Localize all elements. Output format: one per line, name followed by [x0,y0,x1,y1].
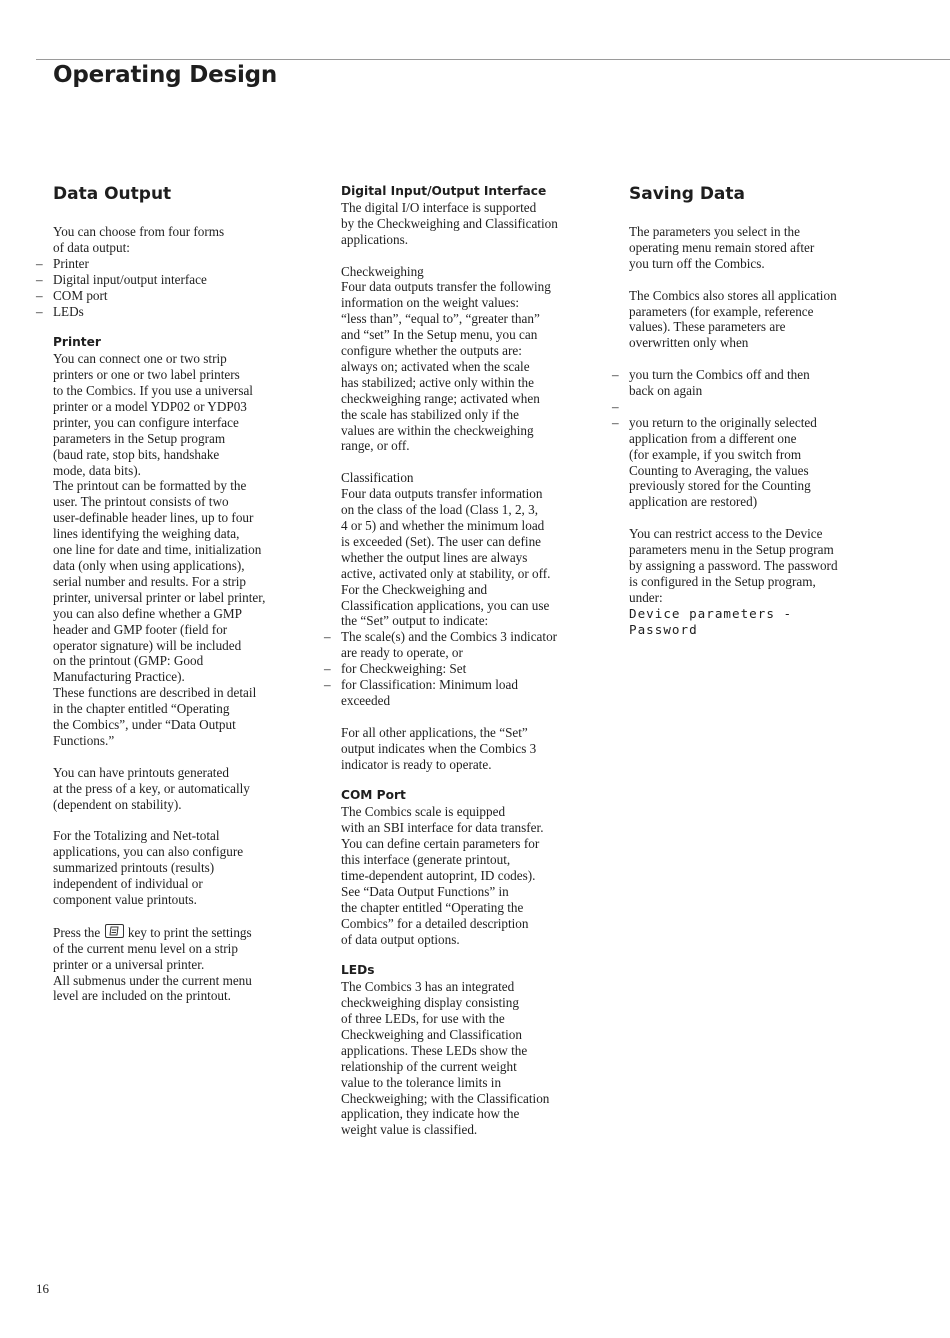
list-item: – you turn the Combics off and then back on again [629,367,879,399]
subheading-com-port: COM Port [341,788,406,803]
printer-paragraph-trigger: You can have printouts generated at the press of a key, or automatically (dependent on stability). [53,764,250,812]
data-output-intro: You can choose from four forms of data output: [53,224,225,255]
leds-text: The Combics 3 has an integrated checkweighing display consisting of three LEDs, for use with the Checkweighing and Classification applications. These LEDs show the relationship of the current weight value to the tolerance limits in Checkweighing; with the Classification application, they indicate how the weight value is classified. [341,979,550,1138]
subheading-digital-io: Digital Input/Output Interface [341,184,547,198]
column-data-output [53,184,303,1004]
set-output-other: For all other applications, the “Set” output indicates when the Combics 3 indicator is ready to operate. [341,724,537,772]
printer-paragraph-print-key: Press the key to print the settings of the current menu level on a strip printer or a universal printer. [53,924,252,972]
list-item: – for Classification: Minimum load exceeded [341,677,591,709]
data-output-forms-list [53,256,303,320]
list-item: – LEDs [53,304,303,320]
checkweighing-text: Four data outputs transfer the following information on the weight values: “less than”, “equal to”, “greater than” and “set” In the Setup menu, you can configure whether the outputs are: always on; activated when the scale has stabilized; active only within the checkweighing range; activated when the scale has stabilized only if the values are within the checkweighing range, or off. [341,279,551,454]
list-item: – The scale(s) and the Combics 3 indicator are ready to operate, or [341,629,591,661]
column-digital-io [341,184,591,1138]
com-port-text: The Combics scale is equipped with an SBI interface for data transfer. You can define certain parameters for this interface (generate printout, time-dependent autoprint, ID codes). See “Data Output Functions” in the chapter entitled “Operating the Combics” for a detailed description of data output options. [341,804,544,947]
saving-data-paragraph-1: The parameters you select in the operating menu remain stored after you turn off the Combics. [629,224,815,271]
classification-text: Four data outputs transfer information on the class of the load (Class 1, 2, 3, 4 or 5) and whether the minimum load is exceeded (Set). The user can define whether the output lines are always active, activated only at stability, or off. [341,486,551,581]
overwrite-conditions-list [629,367,879,510]
section-heading-data-output: Data Output [53,184,172,204]
printer-paragraph-format: The printout can be formatted by the user. The printout consists of two user-definable header lines, up to four lines identifying the weighing data, one line for date and time, initialization data (only when using applications), serial number and results. For a strip printer, universal printer or label printer, you can also define whether a GMP header and GMP footer (field for operator signature) will be included on the printout (GMP: Good Manufacturing Practice). [53,478,266,685]
list-item: – Digital input/output interface [53,272,303,288]
list-item: – you return to the originally selected application from a different one (for example, if you switch from Counting to Averaging, the values previously stored for the Counting application are restored) [629,415,879,510]
subheading-printer: Printer [53,335,101,350]
saving-data-paragraph-3: You can restrict access to the Device parameters menu in the Setup program by assigning a password. The password is configured in the Setup program, under: [629,526,838,605]
header-rule [36,59,950,60]
page-number: 16 [36,1281,49,1296]
printer-paragraph-reference: These functions are described in detail in the chapter entitled “Operating the Combics”, under “Data Output Functions.” [53,685,257,748]
classification-heading: Classification [341,470,414,486]
print-key-icon [105,924,124,938]
printer-paragraph-submenus: All submenus under the current menu level are included on the printout. [53,972,252,1004]
list-item: – COM port [53,288,303,304]
set-output-intro: For the Checkweighing and Classification applications, you can use the “Set” output to indicate: [341,581,550,629]
saving-data-paragraph-2: The Combics also stores all application parameters (for example, reference values). These parameters are overwritten only when [629,287,837,351]
checkweighing-heading: Checkweighing [341,263,424,279]
list-item: – for Checkweighing: Set [341,661,591,677]
subheading-leds: LEDs [341,963,375,978]
set-output-list [341,629,591,709]
page-title: Operating Design [53,62,278,88]
list-item: – Printer [53,256,303,272]
section-heading-saving-data: Saving Data [629,184,745,204]
digital-io-intro: The digital I/O interface is supported by the Checkweighing and Classification applications. [341,199,558,247]
column-saving-data [629,184,879,638]
menu-path-device-parameters: Device parameters - Password [629,605,793,637]
printer-paragraph-totalizing: For the Totalizing and Net-total applications, you can also configure summarized printouts (results) independent of individual or component value printouts. [53,828,244,908]
printer-paragraph-connect: You can connect one or two strip printers or one or two label printers to the Combics. If you use a universal printer or a model YDP02 or YDP03 printer, you can configure interface parameters in the Setup program (baud rate, stop bits, handshake mode, data bits). [53,351,253,478]
